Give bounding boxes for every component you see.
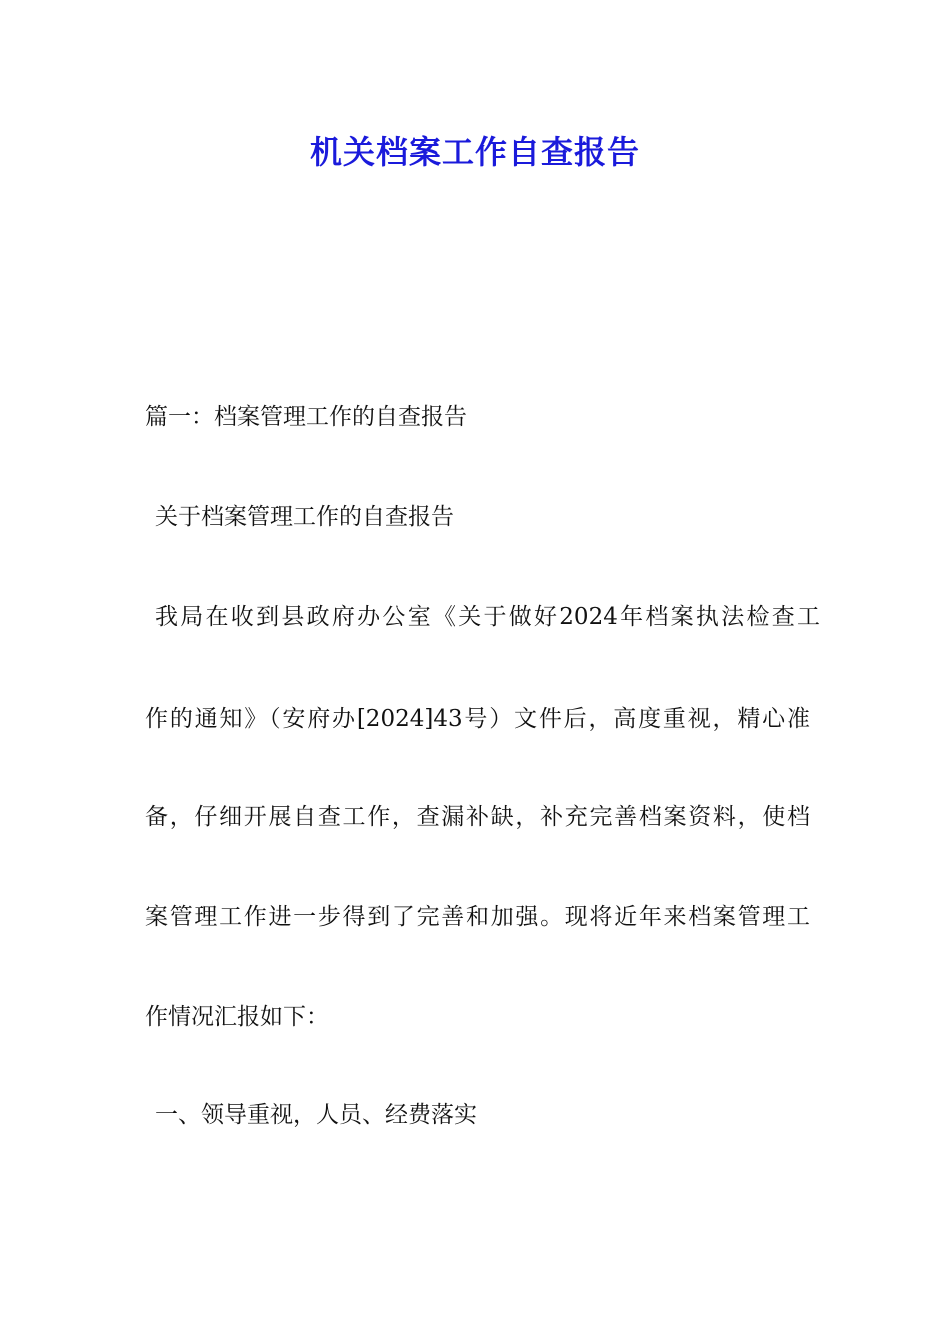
paragraph-line-5: 作情况汇报如下： [145,1004,329,1030]
paragraph-line-2: 作的通知》（安府办[2024]43号）文件后，高度重视，精心准 [145,706,810,732]
report-subtitle: 关于档案管理工作的自查报告 [155,504,454,530]
document-title: 机关档案工作自查报告 [309,133,640,171]
paragraph-line-3: 备，仔细开展自查工作，查漏补缺，补充完善档案资料，使档 [145,804,810,830]
paragraph-line-4: 案管理工作进一步得到了完善和加强。现将近年来档案管理工 [145,904,810,930]
paragraph-line-1: 我局在收到县政府办公室《关于做好2024年档案执法检查工 [155,604,820,630]
section-heading-1: 一、领导重视，人员、经费落实 [155,1102,477,1128]
section-heading: 篇一：档案管理工作的自查报告 [145,404,467,430]
